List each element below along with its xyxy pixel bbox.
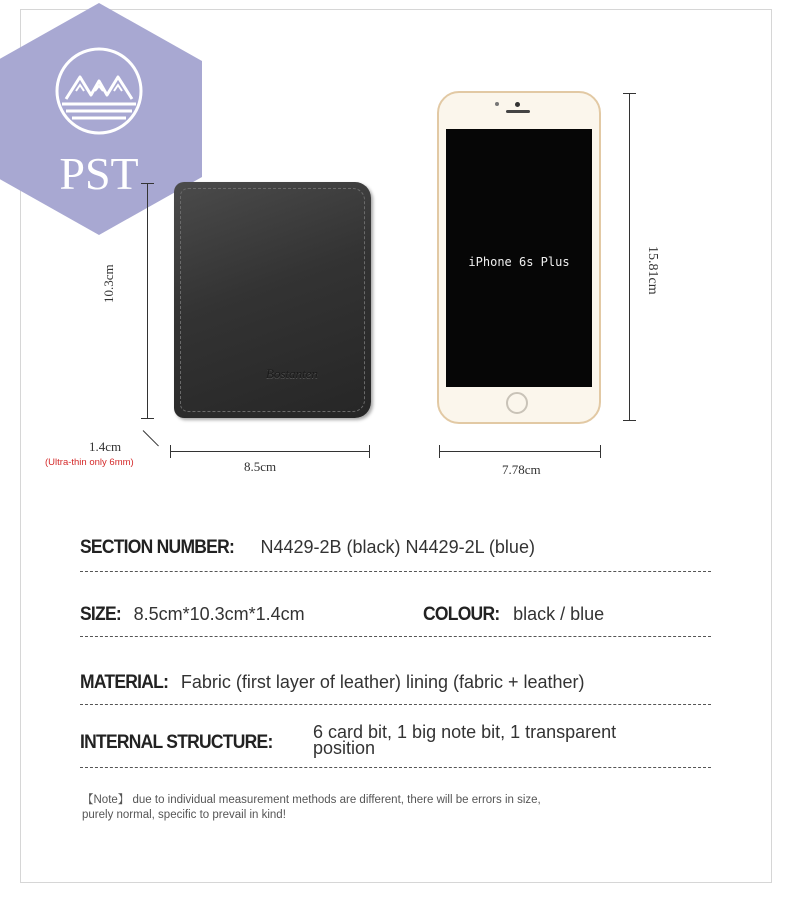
measurement-note: 【Note】 due to individual measurement methods are different, there will be errors in size, purely normal, specific to prevail in kind!: [82, 794, 541, 821]
wallet-brand-logo: Bostanten: [266, 366, 318, 381]
thin-note: (Ultra-thin only 6mm): [45, 457, 134, 468]
home-button-icon: [506, 392, 528, 414]
divider: [80, 767, 711, 768]
phone-screen: [446, 129, 592, 387]
size-row: [80, 604, 305, 626]
phone-width-label: 7.78cm: [502, 462, 541, 477]
material-label: MATERIAL:: [80, 672, 169, 693]
internal-structure-row: [80, 732, 289, 754]
wallet-width-label: 8.5cm: [244, 459, 277, 474]
internal-structure-value: 6 card bit, 1 big note bit, 1 transparent position: [313, 722, 617, 758]
internal-structure-label: INTERNAL STRUCTURE:: [80, 732, 273, 753]
material-row: [80, 672, 585, 694]
pst-logo: [0, 3, 202, 235]
section-number-label: SECTION NUMBER:: [80, 537, 235, 558]
size-label: SIZE:: [80, 604, 121, 625]
camera-icon: [515, 102, 520, 107]
phone-height-line: [629, 93, 630, 421]
wallet-height-line: [147, 183, 148, 419]
phone-image: [437, 91, 601, 424]
phone-width-line: [439, 451, 601, 452]
phone-height-label: 15.81cm: [645, 246, 660, 295]
wallet-image: [174, 182, 371, 418]
section-number-row: [80, 537, 535, 559]
badge-text: PST: [59, 148, 139, 199]
colour-value: black / blue: [513, 604, 605, 624]
phone-model-text: iPhone 6s Plus: [468, 255, 570, 269]
colour-row: [423, 604, 604, 626]
divider: [80, 704, 711, 705]
wallet-height-label: 10.3cm: [101, 264, 116, 303]
divider: [80, 571, 711, 572]
size-value: 8.5cm*10.3cm*1.4cm: [133, 604, 305, 624]
section-number-value: N4429-2B (black) N4429-2L (blue): [260, 537, 535, 557]
wallet-width-line: [170, 451, 370, 452]
material-value: Fabric (first layer of leather) lining (fabric + leather): [180, 672, 585, 692]
colour-label: COLOUR:: [423, 604, 500, 625]
divider: [80, 636, 711, 637]
wallet-thickness-label: 1.4cm: [89, 439, 122, 454]
